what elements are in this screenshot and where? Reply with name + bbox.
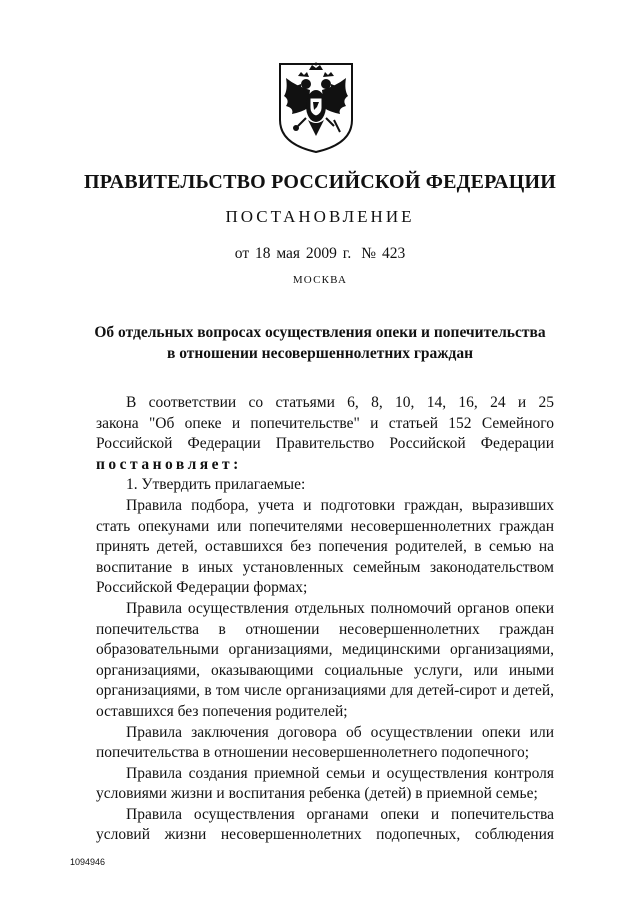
body-line: воспитание в иных установленных семейным законодательством (96, 558, 554, 576)
body-line: стать опекунами или попечителями несовершеннолетних граждан (96, 517, 554, 535)
subject-line: Об отдельных вопросах осуществления опеки и попечительства (94, 324, 546, 341)
coat-of-arms-icon (276, 60, 356, 156)
body-line: 1. Утвердить прилагаемые: (126, 476, 306, 494)
body-line: Правила заключения договора об осуществлении опеки или (126, 723, 554, 741)
date-and-number (0, 245, 640, 263)
document-body (96, 393, 554, 846)
document-subject (0, 322, 640, 364)
body-line: организациями, оказывающими социальные услуги, или иными (96, 661, 554, 679)
body-line: образовательными организациями, медицинскими организациями, (96, 641, 554, 659)
body-line: оставшихся без попечения родителей; (96, 702, 348, 720)
body-line: Правила подбора, учета и подготовки граждан, выразивших (126, 496, 554, 514)
government-title: ПРАВИТЕЛЬСТВО РОССИЙСКОЙ ФЕДЕРАЦИИ (84, 171, 556, 193)
body-line: В соответствии со статьями 6, 8, 10, 14, 16, 24 и 25 (126, 394, 554, 411)
body-line: Российской Федерации Правительство Российской Федерации (96, 435, 554, 453)
city: МОСКВА (292, 274, 348, 286)
document-type: ПОСТАНОВЛЕНИЕ (225, 207, 415, 226)
body-line: попечительства в отношении несовершеннолетнего подопечного; (96, 744, 530, 762)
body-line: Российской Федерации формах; (96, 579, 308, 597)
body-line: закона "Об опеке и попечительстве" и статьей 152 Семейного (96, 414, 554, 432)
body-line: попечительства в отношении несовершеннолетних граждан (96, 620, 554, 638)
body-line: Правила осуществления органами опеки и попечительства (126, 805, 554, 823)
body-line-resolves: постановляет: (96, 455, 242, 473)
subject-line: в отношении несовершеннолетних граждан (166, 345, 474, 362)
document-number: 423 (381, 245, 406, 262)
body-line: условий жизни несовершеннолетних подопечных, соблюдения (96, 826, 554, 844)
body-line: Правила осуществления отдельных полномочий органов опеки (126, 599, 554, 617)
body-line: принять детей, оставшихся без попечения родителей, в семью на (96, 538, 554, 556)
document-date: от 18 мая 2009 г. (234, 245, 352, 262)
body-line: организациями, в том числе организациями для детей-сирот и детей, (96, 682, 554, 700)
body-line: Правила создания приемной семьи и осуществления контроля (126, 764, 554, 782)
number-sign: № (361, 245, 377, 262)
document-code: 1094946 (70, 857, 106, 867)
body-line: условиями жизни и воспитания ребенка (детей) в приемной семье; (96, 785, 538, 803)
